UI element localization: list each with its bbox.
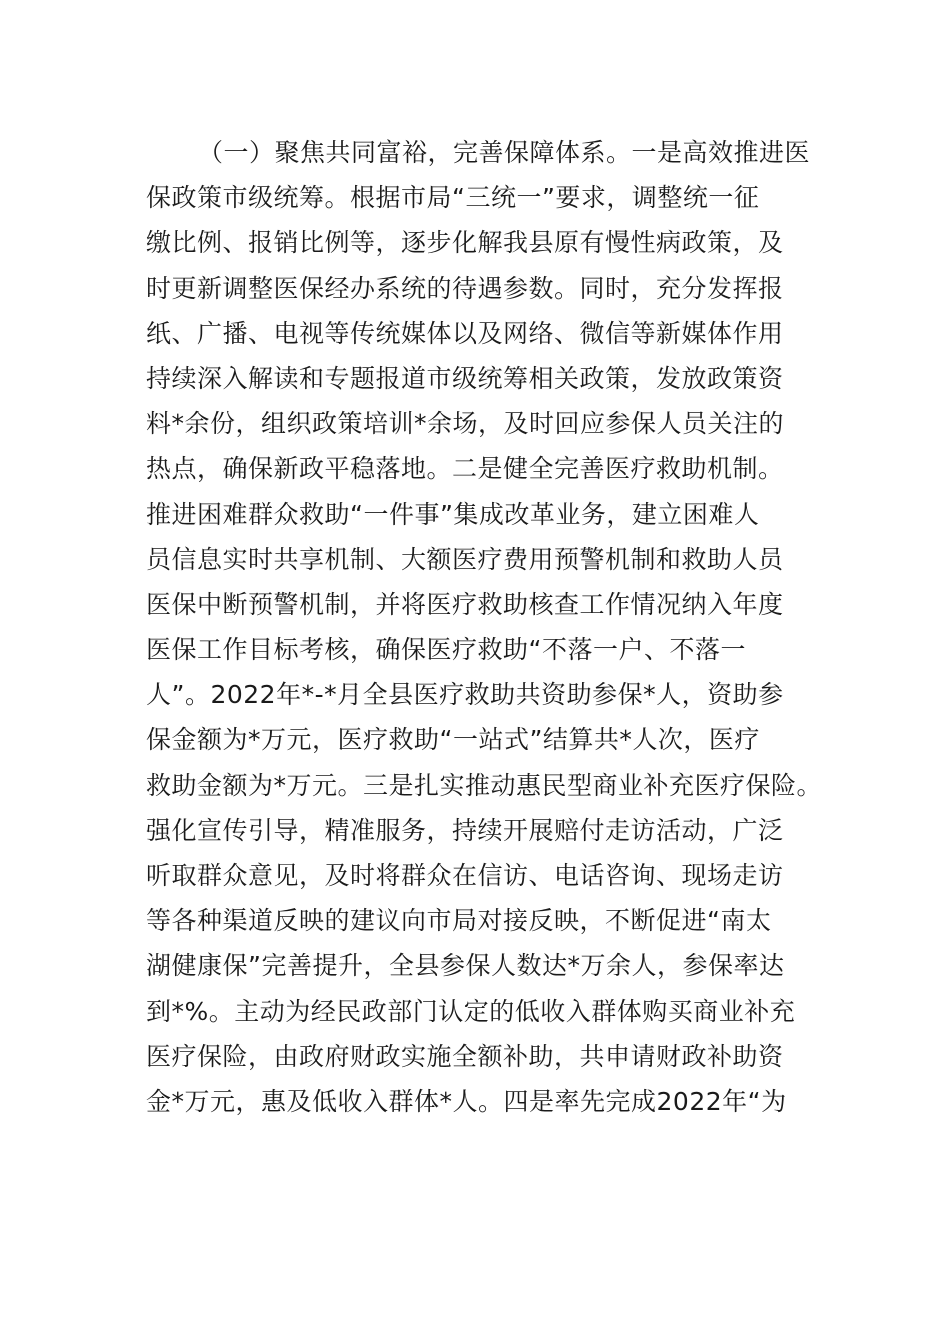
paragraph-line: 保政策市级统筹。根据市局“三统一”要求，调整统一征: [146, 183, 760, 213]
paragraph-line: 医保工作目标考核，确保医疗救助“不落一户、不落一: [146, 635, 746, 665]
body-paragraph: [146, 130, 826, 1124]
paragraph-line: 料*余份，组织政策培训*余场，及时回应参保人员关注的: [146, 409, 785, 439]
paragraph-line: 听取群众意见，及时将群众在信访、电话咨询、现场走访: [146, 861, 784, 890]
paragraph-line: 保金额为*万元，医疗救助“一站式”结算共*人次，医疗: [146, 725, 760, 755]
paragraph-line: 到*%。主动为经民政部门认定的低收入群体购买商业补充: [146, 996, 796, 1026]
paragraph-line: 湖健康保”完善提升，全县参保人数达*万余人，参保率达: [146, 951, 785, 981]
paragraph-line: 强化宣传引导，精准服务，持续开展赔付走访活动，广泛: [146, 815, 784, 845]
paragraph-line: 推进困难群众救助“一件事”集成改革业务，建立困难人: [146, 499, 760, 529]
paragraph-line: 时更新调整医保经办系统的待遇参数。同时，充分发挥报: [146, 273, 784, 303]
paragraph-line: （一）聚焦共同富裕，完善保障体系。一是高效推进医: [198, 138, 811, 167]
paragraph-line: 纸、广播、电视等传统媒体以及网络、微信等新媒体作用: [146, 318, 784, 348]
paragraph-line: 救助金额为*万元。三是扎实推动惠民型商业补充医疗保险。: [146, 770, 823, 800]
paragraph-line: 金*万元，惠及低收入群体*人。四是率先完成2022年“为: [146, 1086, 787, 1116]
paragraph-line: 热点，确保新政平稳落地。二是健全完善医疗救助机制。: [146, 454, 784, 484]
paragraph-line: 医疗保险，由政府财政实施全额补助，共申请财政补助资: [146, 1041, 784, 1071]
paragraph-line: 人”。2022年*-*月全县医疗救助共资助参保*人，资助参: [146, 680, 784, 710]
paragraph-line: 等各种渠道反映的建议向市局对接反映，不断促进“南太: [146, 906, 772, 936]
paragraph-line: 持续深入解读和专题报道市级统筹相关政策，发放政策资: [146, 363, 784, 393]
paragraph-line: 医保中断预警机制，并将医疗救助核查工作情况纳入年度: [146, 589, 784, 619]
paragraph-line: 员信息实时共享机制、大额医疗费用预警机制和救助人员: [146, 544, 784, 574]
paragraph-line: 缴比例、报销比例等，逐步化解我县原有慢性病政策，及: [146, 228, 784, 258]
